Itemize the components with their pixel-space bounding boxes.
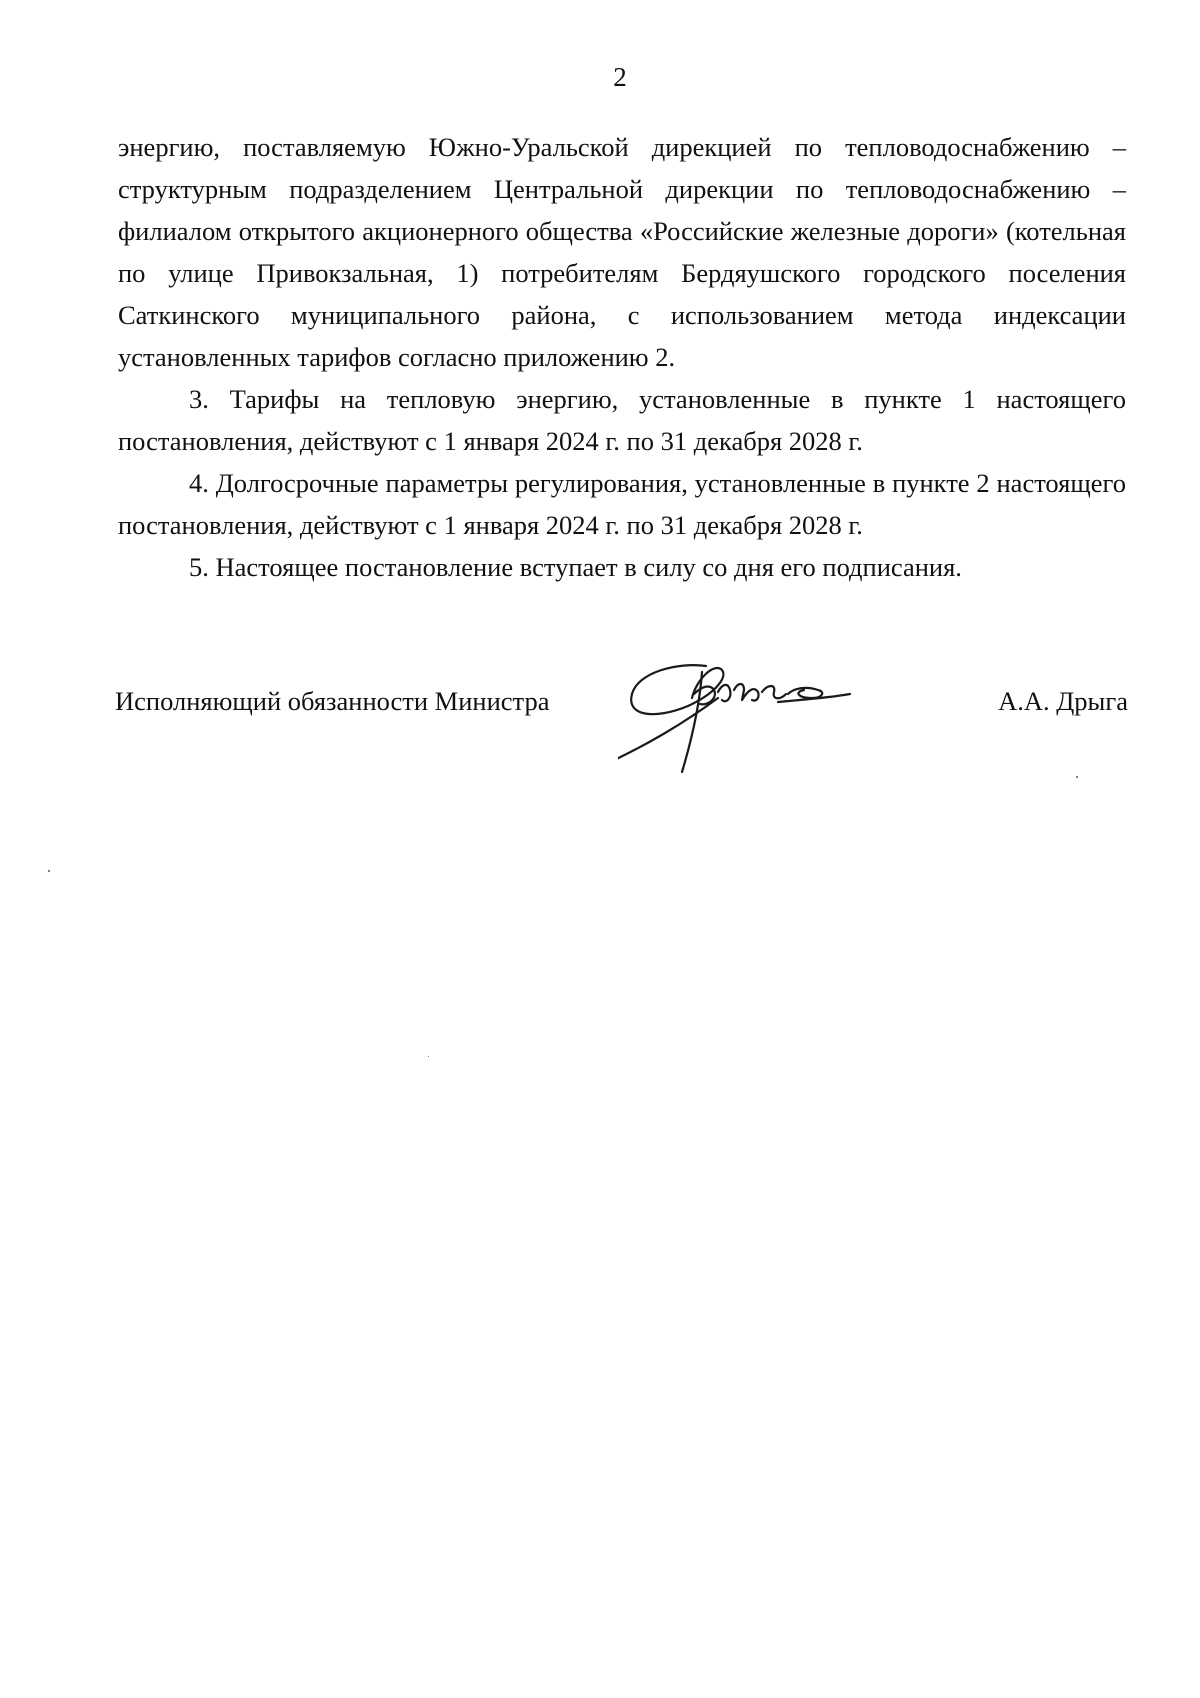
scan-speck xyxy=(48,870,50,872)
signatory-position: Исполняющий обязанности Министра xyxy=(115,686,550,716)
handwritten-signature xyxy=(618,660,898,778)
scan-speck xyxy=(428,1056,429,1057)
scan-speck xyxy=(1076,776,1078,778)
signatory-name: А.А. Дрыга xyxy=(998,686,1128,716)
paragraph-item-5: 5. Настоящее постановление вступает в силу со дня его подписания. xyxy=(189,552,962,582)
signature-block xyxy=(0,660,1200,800)
paragraph-item-3: 3. Тарифы на тепловую энергию, установленные в пункте 1 настоящего постановления, действуют с 1 января 2024 г. по 31 декабря 2028 г. xyxy=(118,384,1126,456)
page-number: 2 xyxy=(613,62,627,92)
document-body xyxy=(118,126,1126,588)
paragraph-continuation: энергию, поставляемую Южно-Уральской дирекцией по тепловодоснабжению – структурным подразделением Центральной дирекции по тепловодоснабжению – филиалом открытого акционерного общества «Российские железные дороги» (котельная по улице Привокзальная, 1) потребителям Бердяушского городского поселения Саткинского муниципального района, с использованием метода индексации установленных тарифов согласно приложению 2. xyxy=(118,132,1126,372)
paragraph-item-4: 4. Долгосрочные параметры регулирования, установленные в пункте 2 настоящего постановления, действуют с 1 января 2024 г. по 31 декабря 2028 г. xyxy=(118,468,1126,540)
